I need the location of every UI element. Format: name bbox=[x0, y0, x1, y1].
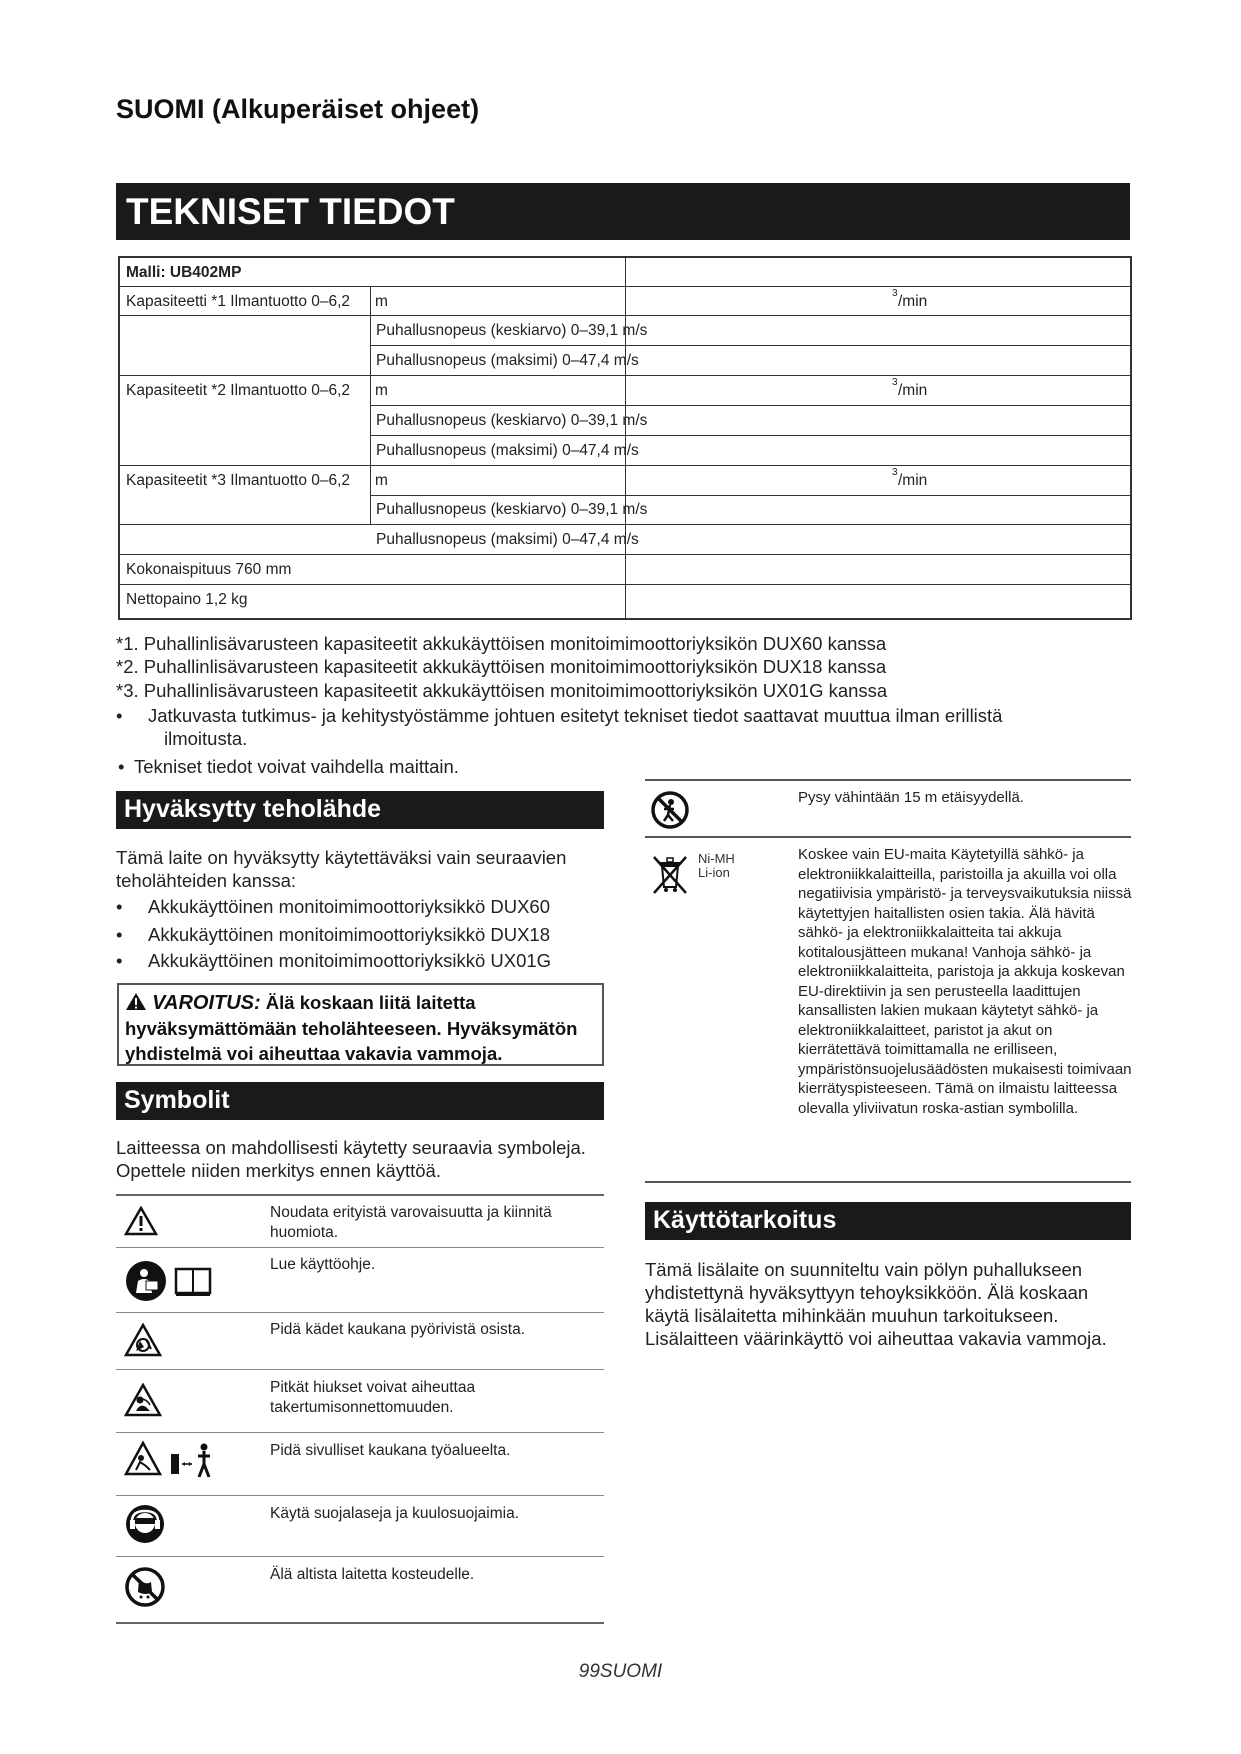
capacity-unit-m: m bbox=[375, 472, 388, 489]
capacity-unit-m: m bbox=[375, 382, 388, 399]
bullet: • bbox=[116, 705, 123, 726]
notice-country: Tekniset tiedot voivat vaihdella maittain. bbox=[134, 756, 459, 777]
net-weight: Nettopaino 1,2 kg bbox=[126, 591, 248, 608]
approved-section-title: Hyväksytty teholähde bbox=[116, 791, 604, 829]
footnote-2: *2. Puhallinlisävarusteen kapasiteetit akkukäyttöisen monitoimimoottoriyksikön DUX18 kanssa bbox=[116, 656, 887, 677]
capacity-unit-sup: 3 bbox=[892, 467, 898, 478]
capacity-unit-min: /min bbox=[898, 382, 928, 399]
footnote-3: *3. Puhallinlisävarusteen kapasiteetit akkukäyttöisen monitoimimoottoriyksikön UX01G kanssa bbox=[116, 680, 888, 701]
symbol-text: Pitkät hiukset voivat aiheuttaa takertumisonnettomuuden. bbox=[270, 1379, 476, 1416]
symbol-text: Noudata erityistä varovaisuutta ja kiinnitä huomiota. bbox=[270, 1204, 552, 1241]
blow-speed-average: Puhallusnopeus (keskiarvo) 0–39,1 m/s bbox=[376, 412, 648, 429]
notice-line-1: Jatkuvasta tutkimus- ja kehitystyöstämme johtuen esitetyt tekniset tiedot saattavat muuttua ilman erillistä bbox=[148, 705, 1003, 726]
bullet: • bbox=[116, 950, 123, 971]
purpose-text: Tämä lisälaite on suunniteltu vain pölyn puhallukseen yhdistettynä hyväksyttyyn tehoyksikköön. Älä koskaan käytä lisälaitetta mihinkään muuhun tarkoitukseen. Lisälaitteen väärinkäyttö voi aiheuttaa vakavia vammoja. bbox=[645, 1259, 1107, 1349]
model-label: Malli: UB402MP bbox=[126, 264, 242, 281]
approved-item-1: Akkukäyttöinen monitoimimoottoriyksikkö DUX60 bbox=[148, 896, 551, 917]
symbol-text: Pidä sivulliset kaukana työalueelta. bbox=[270, 1442, 511, 1459]
blow-speed-average: Puhallusnopeus (keskiarvo) 0–39,1 m/s bbox=[376, 501, 648, 518]
symbol-text: Käytä suojalaseja ja kuulosuojaimia. bbox=[270, 1505, 520, 1522]
rotating-parts-hand-icon bbox=[124, 1323, 162, 1362]
battery-type-label: Ni-MH Li-ion bbox=[698, 851, 735, 880]
purpose-section-title: Käyttötarkoitus bbox=[645, 1202, 1131, 1240]
blow-speed-maximum: Puhallusnopeus (maksimi) 0–47,4 m/s bbox=[376, 352, 639, 369]
capacity-1-label: Kapasiteetti *1 Ilmantuotto 0–6,2 bbox=[126, 293, 351, 310]
spec-section-title: TEKNISET TIEDOT bbox=[116, 183, 1130, 240]
symbol-text: Älä altista laitetta kosteudelle. bbox=[270, 1566, 475, 1583]
no-moisture-icon bbox=[124, 1566, 166, 1613]
bullet: • bbox=[116, 924, 123, 945]
warning-label: VAROITUS: bbox=[152, 992, 261, 1014]
page-title: SUOMI (Alkuperäiset ohjeet) bbox=[116, 94, 480, 124]
capacity-unit-m: m bbox=[375, 293, 388, 310]
weee-text: Koskee vain EU-maita Käytetyillä sähkö- ja elektroniikkalaitteilla, paristoilla ja akuilla voi olla negatiivisia ympäristö- ja terveysvaikutuksia niissä käytettyjen haitallisten osien takia. Älä hävitä sähkö- ja elektroniikkalaitteita tai akkuja kotitalousjätteen mukana! Vanhoja sähkö- ja elektroniikkalaitteita, paristoja ja akkuja koskevan EU-direktiivin ja sen perusteella laadittujen kansallisten lakien mukaan käytetyt sähkö- ja elektroniikkalaitteet, paristot ja akut on kierrätettävä toimittamalla ne erilliseen, ympäristönsuojelusäädösten mukaisesti toimivaan kierrätyspisteeseen. Tämä on ilmaistu laitteessa olevalla yliviivatun roska-astian symbolilla. bbox=[798, 846, 1132, 1117]
capacity-unit-sup: 3 bbox=[892, 377, 898, 388]
warning-icon bbox=[125, 992, 152, 1013]
symbols-section-title: Symbolit bbox=[116, 1082, 604, 1120]
long-hair-entanglement-icon bbox=[124, 1383, 162, 1422]
bullet: • bbox=[118, 756, 125, 777]
warning-triangle-icon bbox=[124, 1206, 158, 1241]
capacity-unit-sup: 3 bbox=[892, 288, 898, 299]
symbol-text: Pysy vähintään 15 m etäisyydellä. bbox=[798, 789, 1024, 806]
footnote-1: *1. Puhallinlisävarusteen kapasiteetit akkukäyttöisen monitoimimoottoriyksikön DUX60 kanssa bbox=[116, 633, 887, 654]
bullet: • bbox=[116, 896, 123, 917]
approved-intro: Tämä laite on hyväksytty käytettäväksi vain seuraavien teholähteiden kanssa: bbox=[116, 847, 567, 891]
blow-speed-maximum: Puhallusnopeus (maksimi) 0–47,4 m/s bbox=[376, 531, 639, 548]
bystanders-away-icon bbox=[124, 1440, 224, 1485]
read-manual-icon bbox=[124, 1259, 216, 1308]
eye-ear-protection-icon bbox=[124, 1503, 166, 1550]
capacity-unit-min: /min bbox=[898, 472, 928, 489]
crossed-bin-icon bbox=[650, 853, 690, 900]
capacity-unit-min: /min bbox=[898, 293, 928, 310]
blow-speed-maximum: Puhallusnopeus (maksimi) 0–47,4 m/s bbox=[376, 442, 639, 459]
warning-box bbox=[117, 983, 604, 1066]
total-length: Kokonaispituus 760 mm bbox=[126, 561, 292, 578]
keep-distance-icon bbox=[650, 790, 690, 835]
warning-text: Älä koskaan liitä laitetta hyväksymättömään teholähteeseen. Hyväksymätön yhdistelmä voi aiheuttaa vakavia vammoja. bbox=[125, 992, 578, 1064]
page-number: 99SUOMI bbox=[578, 1661, 663, 1682]
blow-speed-average: Puhallusnopeus (keskiarvo) 0–39,1 m/s bbox=[376, 322, 648, 339]
symbol-text: Pidä kädet kaukana pyörivistä osista. bbox=[270, 1321, 526, 1338]
capacity-3-label: Kapasiteetit *3 Ilmantuotto 0–6,2 bbox=[126, 472, 351, 489]
notice-line-2: ilmoitusta. bbox=[164, 728, 248, 749]
approved-item-2: Akkukäyttöinen monitoimimoottoriyksikkö DUX18 bbox=[148, 924, 551, 945]
symbol-text: Lue käyttöohje. bbox=[270, 1256, 376, 1273]
approved-item-3: Akkukäyttöinen monitoimimoottoriyksikkö UX01G bbox=[148, 950, 552, 971]
capacity-2-label: Kapasiteetit *2 Ilmantuotto 0–6,2 bbox=[126, 382, 351, 399]
spec-table bbox=[118, 256, 1132, 620]
symbols-intro: Laitteessa on mahdollisesti käytetty seuraavia symboleja. Opettele niiden merkitys ennen käyttöä. bbox=[116, 1137, 586, 1181]
